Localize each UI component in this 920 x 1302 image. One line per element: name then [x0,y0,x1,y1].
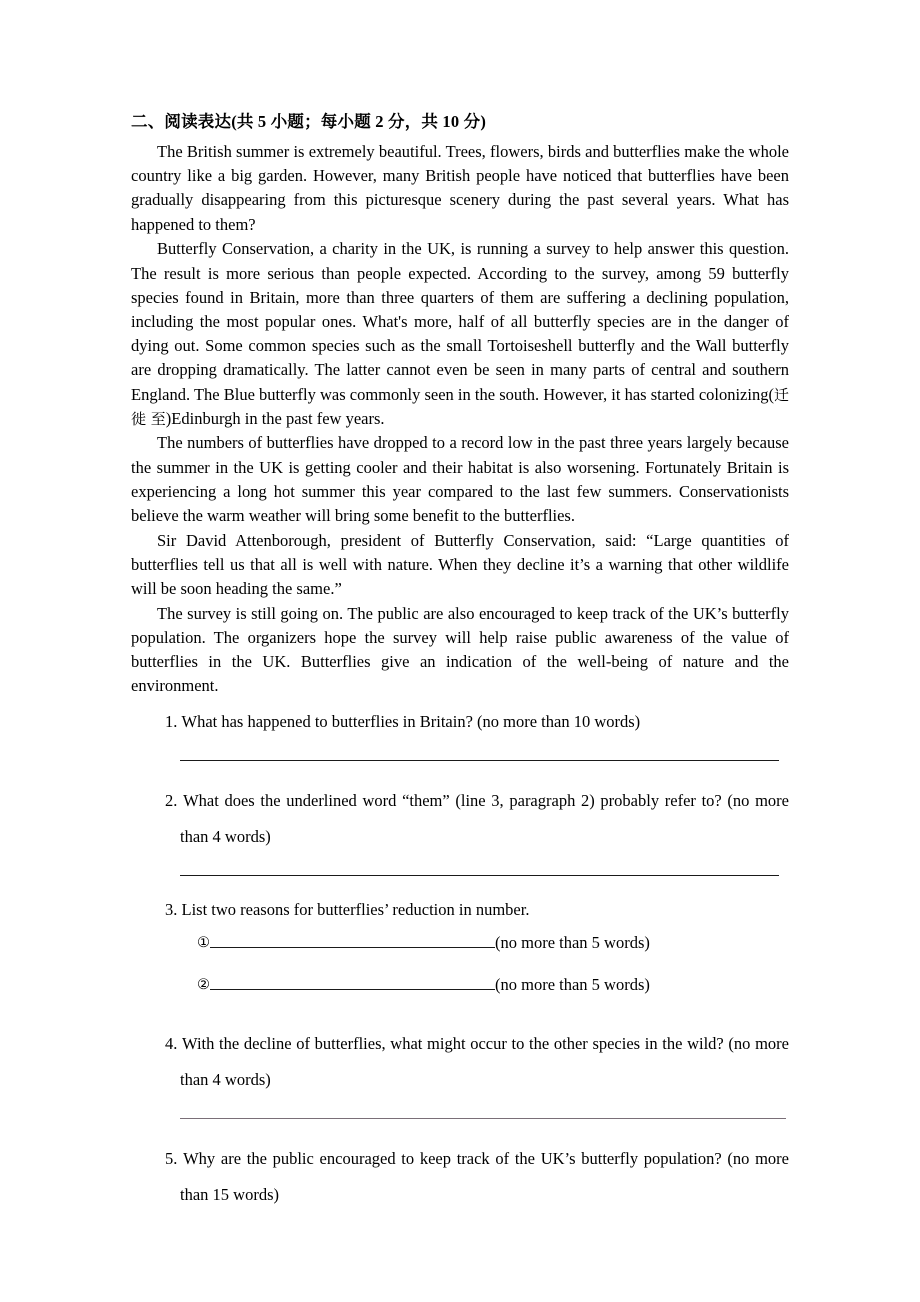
passage-paragraph-3: The numbers of butterflies have dropped to a record low in the past three years largely because the summer in the UK is getting cooler and their habitat is also worsening. Fortunately Britain is experiencing a long hot summer this year compared to the last few summers. Conservationists believe the warm weather will bring some benefit to the butterflies. [131,433,789,526]
spacer [131,1119,789,1141]
question-4-prompt: With the decline of butterflies, what might occur to the other species in the wild? (no more than 4 words) [180,1033,789,1089]
spacer [131,1006,789,1026]
question-5-prompt: Why are the public encouraged to keep track of the UK’s butterfly population? (no more than 15 words) [180,1148,790,1204]
chinese-gloss: 迁 徙 至 [131,385,789,428]
question-2-text [131,783,789,855]
passage-paragraph-2 [131,237,789,431]
spacer [131,876,789,898]
section-heading: 二、阅读表达(共 5 小题；每小题 2 分，共 10 分) [131,112,487,131]
passage-paragraph-1: The British summer is extremely beautiful. Trees, flowers, birds and butterflies make the whole country like a big garden. However, many British people have noticed that butterflies have been gradually disappearing from this picturesque scenery during the past several years. What has happened to them? [131,142,789,234]
question-item-5 [131,1119,789,1213]
question-item-2 [131,761,789,876]
passage-paragraph-2-text: Butterfly Conservation, a charity in the UK, is running a survey to help answer this question. The result is more serious than people expected. According to the survey, among 59 butterfly species found in Britain, more than three quarters of them are suffering a declining population, including the most popular ones. What's more, half of all butterfly species are in the danger of dying out. Some common species such as the small Tortoiseshell butterfly and the Wall butterfly are dropping dramatically. The latter cannot even be seen in many parts of central and southern England. The Blue butterfly was commonly seen in the south. However, it has started colonizing( [131,239,789,404]
answer-blank-3a[interactable] [210,934,495,948]
question-3-subitem-2-note: (no more than 5 words) [495,974,650,994]
question-item-1 [131,704,789,761]
question-3-number: 3. [165,899,178,919]
question-4-number: 4. [165,1033,178,1053]
passage-paragraph-5: The survey is still going on. The public are also encouraged to keep track of the UK’s butterfly population. The organizers hope the survey will help raise public awareness of the value of butterflies in the UK. Butterflies give an indication of the well-being of nature and the environment. [131,603,789,696]
question-5-number: 5. [165,1148,178,1168]
circled-numeral-1: ① [197,934,210,951]
questions-list [131,704,789,1213]
question-4-text [131,1026,789,1098]
question-item-4 [131,1006,789,1119]
question-3-subitem-2 [131,964,789,1006]
spacer [131,740,789,760]
passage-paragraph-4: Sir David Attenborough, president of Butterfly Conservation, said: “Large quantities of butterflies tell us that all is well with nature. When they decline it’s a warning that other wildlife will be soon heading the same.” [131,530,789,599]
spacer [131,855,789,875]
circled-numeral-2: ② [197,976,210,993]
question-3-prompt: List two reasons for butterflies’ reduction in number. [181,899,530,919]
question-1-prompt: What has happened to butterflies in Britain? (no more than 10 words) [181,711,641,731]
question-item-3 [131,876,789,1006]
question-3-subitem-1-note: (no more than 5 words) [495,932,650,952]
question-2-prompt: What does the underlined word “them” (line 3, paragraph 2) probably refer to? (no more than 4 words) [180,790,789,846]
question-3-subitem-1 [131,922,789,964]
answer-blank-3b[interactable] [210,976,495,990]
document-content [131,110,789,1213]
chinese-gloss-tail: )Edinburgh in the past few years. [165,408,385,428]
question-2-number: 2. [165,790,178,810]
spacer [131,761,789,783]
spacer [131,1098,789,1118]
question-5-text [131,1141,789,1213]
question-1-number: 1. [165,711,178,731]
question-3-text [131,898,789,922]
question-1-text [131,704,789,740]
